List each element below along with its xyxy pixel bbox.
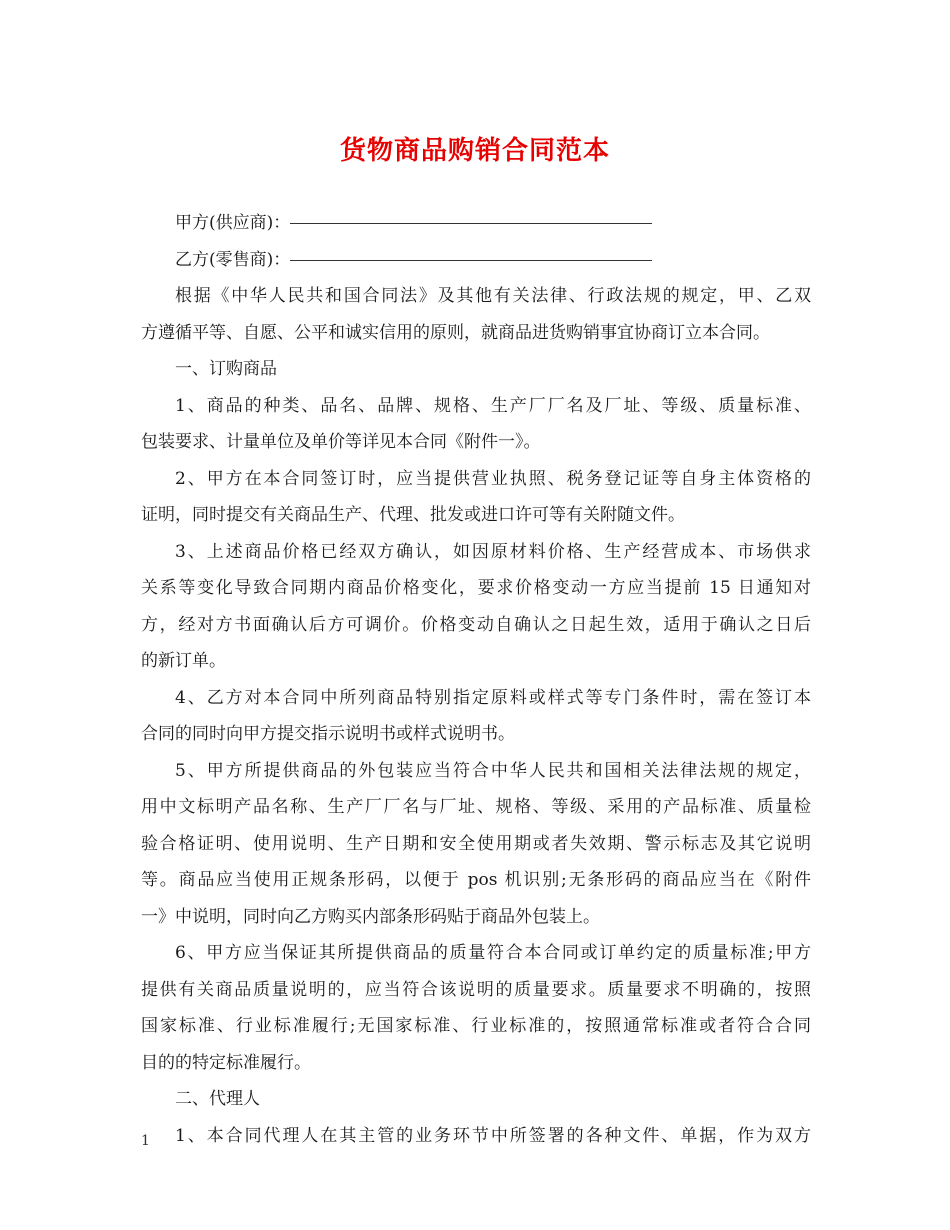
text-line: 证明，同时提交有关商品生产、代理、批发或进口许可等有关附随文件。 — [141, 505, 685, 525]
party-a-blank — [290, 222, 652, 224]
document-body — [141, 205, 811, 1154]
text-line: 合同的同时向甲方提交指示说明书或样式说明书。 — [141, 724, 515, 744]
text-line: 3、上述商品价格已经双方确认，如因原材料价格、生产经营成本、市场供求 — [175, 541, 811, 562]
text-line: 6、甲方应当保证其所提供商品的质量符合本合同或订单约定的质量标准;甲方 — [175, 943, 811, 963]
text-line: 等。商品应当使用正规条形码，以便于 pos 机识别;无条形码的商品应当在《附件 — [141, 870, 811, 890]
document-title: 货物商品购销合同范本 — [339, 136, 610, 166]
text-line: 2、甲方在本合同签订时，应当提供营业执照、税务登记证等自身主体资格的 — [175, 468, 811, 489]
text-line: 4、乙方对本合同中所列商品特别指定原料或样式等专门条件时，需在签订本 — [175, 687, 811, 708]
text-line: 目的的特定标准履行。 — [141, 1052, 311, 1073]
text-line: 方，经对方书面确认后方可调价。价格变动自确认之日起生效，适用于确认之日后 — [141, 614, 811, 635]
text-line: 的新订单。 — [141, 651, 226, 671]
text-line: 验合格证明、使用说明、生产日期和安全使用期或者失效期、警示标志及其它说明 — [141, 833, 811, 854]
party-b-line — [141, 242, 811, 279]
party-b-blank — [290, 259, 652, 261]
text-line: 关系等变化导致合同期内商品价格变化，要求价格变动一方应当提前 15 日通知对 — [141, 578, 811, 598]
text-line: 根据《中华人民共和国合同法》及其他有关法律、行政法规的规定，甲、乙双 — [175, 286, 811, 306]
party-a-line — [141, 205, 811, 242]
text-line: 方遵循平等、自愿、公平和诚实信用的原则，就商品进货购销事宜协商订立本合同。 — [141, 322, 770, 343]
text-line: 5、甲方所提供商品的外包装应当符合中华人民共和国相关法律法规的规定， — [175, 760, 811, 781]
party-a-label: 甲方(供应商)： — [175, 213, 291, 233]
text-line: 二、代理人 — [175, 1089, 260, 1109]
text-line: 包装要求、计量单位及单价等详见本合同《附件一》。 — [141, 432, 541, 452]
party-b-label: 乙方(零售商)： — [175, 249, 291, 270]
text-line: 1、本合同代理人在其主管的业务环节中所签署的各种文件、单据，作为双方 — [175, 1125, 811, 1146]
page-number: 1 — [141, 1133, 150, 1149]
text-line: 提供有关商品质量说明的，应当符合该说明的质量要求。质量要求不明确的，按照 — [141, 979, 811, 1000]
text-line: 一》中说明，同时向乙方购买内部条形码贴于商品外包装上。 — [141, 906, 600, 927]
text-line: 一、订购商品 — [175, 359, 277, 379]
text-line: 1、商品的种类、品名、品牌、规格、生产厂厂名及厂址、等级、质量标准、 — [175, 395, 811, 416]
contract-paragraphs — [141, 278, 811, 1154]
text-line: 国家标准、行业标准履行;无国家标准、行业标准的，按照通常标准或者符合合同 — [141, 1016, 811, 1036]
text-line: 用中文标明产品名称、生产厂厂名与厂址、规格、等级、采用的产品标准、质量检 — [141, 797, 811, 817]
